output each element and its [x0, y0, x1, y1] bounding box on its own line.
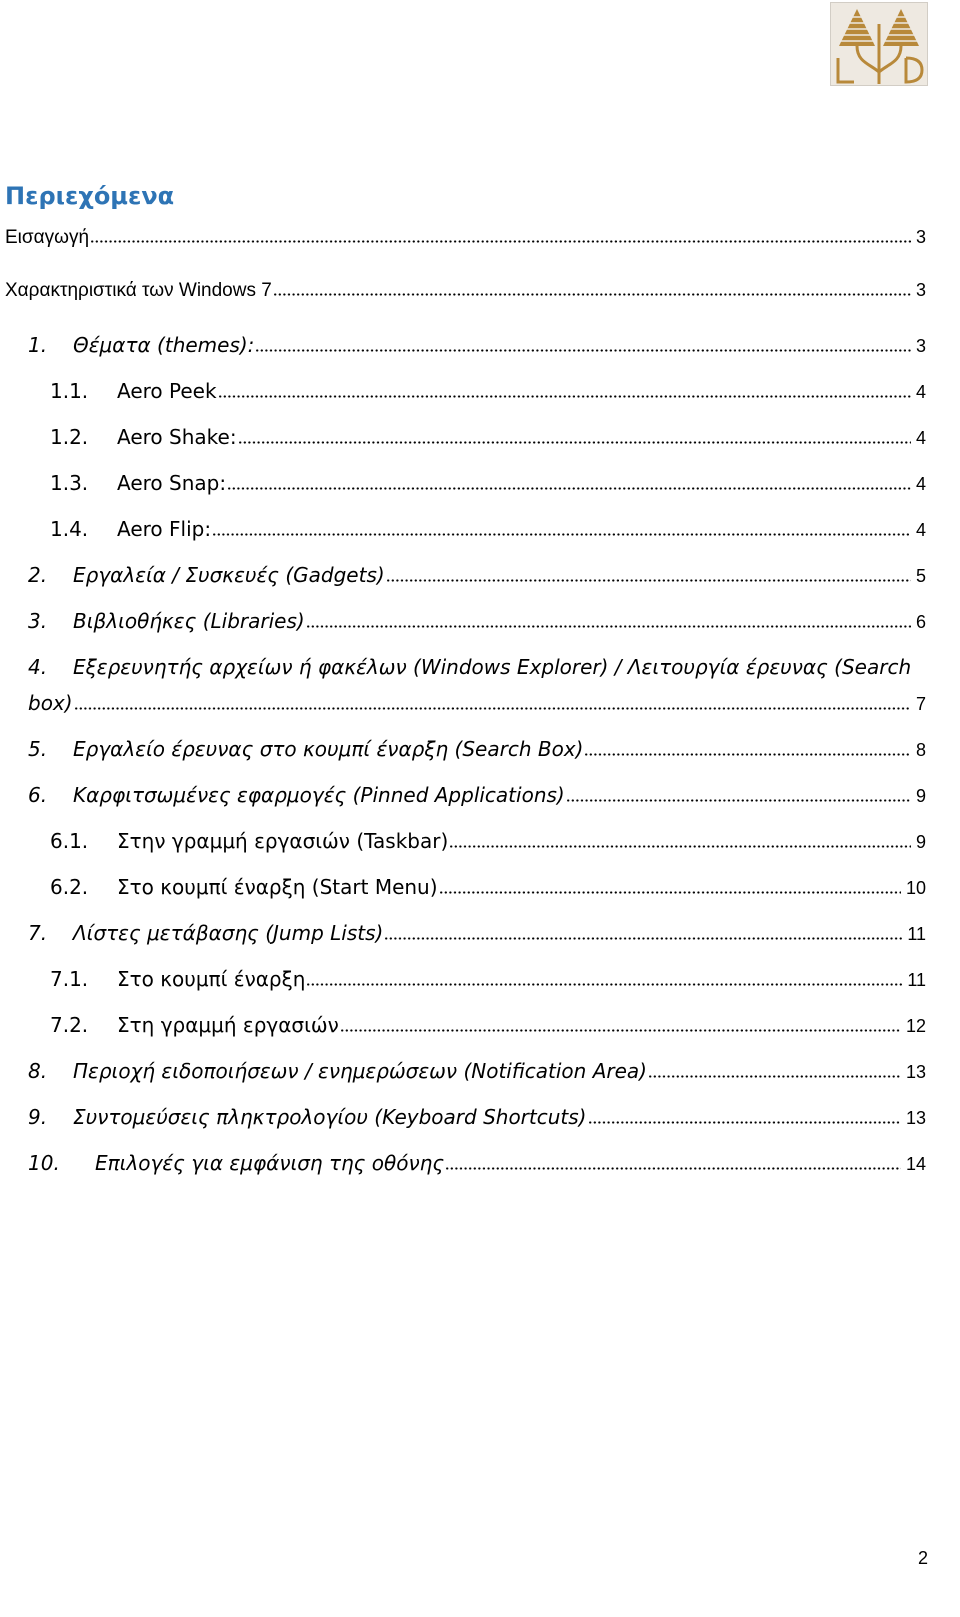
dot-leader — [219, 395, 911, 398]
toc-entry-number: 7. — [28, 921, 48, 945]
toc-entry-page: 13 — [905, 1108, 926, 1128]
toc-entry-title: Εργαλείο έρευνας στο κουμπί έναρξη (Search Box) — [73, 737, 584, 761]
toc-entry-page: 12 — [905, 1016, 926, 1036]
dot-leader — [91, 240, 911, 243]
toc-entry-page: 4 — [915, 520, 926, 540]
university-tree-logo-icon — [830, 2, 928, 86]
dot-leader — [387, 579, 911, 582]
dot-leader — [440, 891, 901, 894]
dot-leader — [585, 753, 911, 756]
toc-entry-libraries[interactable] — [28, 607, 926, 635]
page-number: 2 — [917, 1548, 928, 1568]
toc-entry-page: 3 — [915, 227, 926, 247]
toc-entry-page: 11 — [907, 924, 926, 944]
toc-entry-aero-flip[interactable] — [50, 515, 926, 543]
toc-entry-title: Aero Flip: — [117, 517, 212, 541]
toc-entry-page: 8 — [915, 740, 926, 760]
toc-entry-page: 3 — [915, 280, 926, 300]
toc-entry-notification-area[interactable] — [28, 1057, 926, 1085]
toc-entry-title: Χαρακτηριστικά των Windows 7 — [5, 280, 272, 301]
toc-entry-title: Στη γραμμή εργασιών — [117, 1013, 339, 1037]
toc-entry-title: Καρφιτσωμένες εφαρμογές (Pinned Applications) — [73, 783, 565, 807]
toc-entry-jump-lists-start[interactable] — [50, 965, 926, 993]
toc-entry-title: Περιοχή ειδοποιήσεων / ενημερώσεων (Notification Area) — [73, 1059, 647, 1083]
toc-entry-page: 14 — [905, 1154, 926, 1174]
toc-entry-page: 7 — [915, 694, 926, 714]
dot-leader — [75, 707, 911, 710]
dot-leader — [228, 487, 911, 490]
dot-leader — [239, 441, 911, 444]
toc-entry-title: Θέματα (themes): — [73, 333, 255, 357]
dot-leader — [307, 625, 911, 628]
toc-entry-aero-snap[interactable] — [50, 469, 926, 497]
dot-leader — [450, 845, 911, 848]
toc-entry-page: 3 — [915, 336, 926, 356]
dot-leader — [446, 1167, 901, 1170]
toc-entry-pinned-start-menu[interactable] — [50, 873, 926, 901]
toc-entry-number: 10. — [28, 1151, 60, 1175]
toc-entry-number: 8. — [28, 1059, 48, 1083]
toc-entry-title: Συντομεύσεις πληκτρολογίου (Keyboard Shortcuts) — [73, 1105, 587, 1129]
toc-entry-keyboard-shortcuts[interactable] — [28, 1103, 926, 1131]
toc-entry-number: 7.2. — [50, 1013, 89, 1037]
dot-leader — [274, 293, 911, 296]
toc-entry-number: 3. — [28, 609, 48, 633]
toc-entry-pinned-taskbar[interactable] — [50, 827, 926, 855]
toc-entry-jump-lists[interactable] — [28, 919, 926, 947]
toc-entry-number: 6.1. — [50, 829, 89, 853]
toc-entry-title-line2: box) — [28, 691, 73, 715]
dot-leader — [589, 1121, 901, 1124]
toc-entry-number: 1.4. — [50, 517, 89, 541]
toc-entry-gadgets[interactable] — [28, 561, 926, 589]
dot-leader — [213, 533, 911, 536]
toc-entry-page: 4 — [915, 428, 926, 448]
toc-entry-title: Aero Peek — [117, 379, 217, 403]
dot-leader — [307, 983, 902, 986]
toc-entry-number: 4. — [28, 655, 48, 679]
toc-entry-number: 1.2. — [50, 425, 89, 449]
toc-entry-title: Στο κουμπί έναρξη — [117, 967, 306, 991]
toc-entry-title: Βιβλιοθήκες (Libraries) — [73, 609, 305, 633]
toc-entry-number: 1. — [28, 333, 48, 357]
toc-entry-number: 1.1. — [50, 379, 89, 403]
dot-leader — [649, 1075, 901, 1078]
toc-entry-title: Aero Shake: — [117, 425, 237, 449]
toc-entry-aero-peek[interactable] — [50, 377, 926, 405]
toc-entry-title: Aero Snap: — [117, 471, 227, 495]
toc-entry-title: Στην γραμμή εργασιών (Taskbar) — [117, 829, 449, 853]
toc-entry-title: Εργαλεία / Συσκευές (Gadgets) — [73, 563, 385, 587]
toc-entry-aero-shake[interactable] — [50, 423, 926, 451]
toc-entry-page: 13 — [905, 1062, 926, 1082]
toc-entry-display-options[interactable] — [28, 1149, 926, 1177]
toc-entry-number: 6. — [28, 783, 48, 807]
toc-entry-title: Λίστες μετάβασης (Jump Lists) — [73, 921, 384, 945]
toc-entry-title: Στο κουμπί έναρξη (Start Menu) — [117, 875, 438, 899]
toc-entry-page: 9 — [915, 786, 926, 806]
toc-entry-introduction[interactable] — [5, 223, 926, 251]
toc-entry-jump-lists-taskbar[interactable] — [50, 1011, 926, 1039]
toc-entry-start-search-box[interactable] — [28, 735, 926, 763]
toc-heading: Περιεχόμενα — [5, 182, 175, 210]
toc-entry-page: 5 — [915, 566, 926, 586]
toc-entry-page: 6 — [915, 612, 926, 632]
toc-entry-page: 11 — [907, 970, 926, 990]
toc-entry-number: 9. — [28, 1105, 48, 1129]
toc-entry-number: 5. — [28, 737, 48, 761]
toc-entry-title-line1: Εξερευνητής αρχείων ή φακέλων (Windows Explorer) / Λειτουργία έρευνας (Search — [73, 655, 912, 679]
dot-leader — [567, 799, 911, 802]
dot-leader — [256, 349, 911, 352]
toc-entry-page: 4 — [915, 474, 926, 494]
toc-entry-number: 6.2. — [50, 875, 89, 899]
toc-entry-number: 2. — [28, 563, 48, 587]
toc-entry-page: 4 — [915, 382, 926, 402]
dot-leader — [385, 937, 902, 940]
toc-entry-page: 9 — [915, 832, 926, 852]
toc-entry-number: 1.3. — [50, 471, 89, 495]
toc-entry-number: 7.1. — [50, 967, 89, 991]
toc-entry-themes[interactable] — [28, 331, 926, 359]
toc-entry-title: Επιλογές για εμφάνιση της οθόνης — [95, 1151, 445, 1175]
toc-entry-title: Εισαγωγή — [5, 227, 90, 248]
toc-entry-windows-explorer[interactable] — [28, 653, 926, 681]
toc-entry-windows7-features[interactable] — [5, 276, 926, 304]
toc-entry-page: 10 — [905, 878, 926, 898]
toc-entry-pinned-applications[interactable] — [28, 781, 926, 809]
dot-leader — [341, 1029, 901, 1032]
toc-entry-windows-explorer-continued[interactable] — [28, 689, 926, 717]
